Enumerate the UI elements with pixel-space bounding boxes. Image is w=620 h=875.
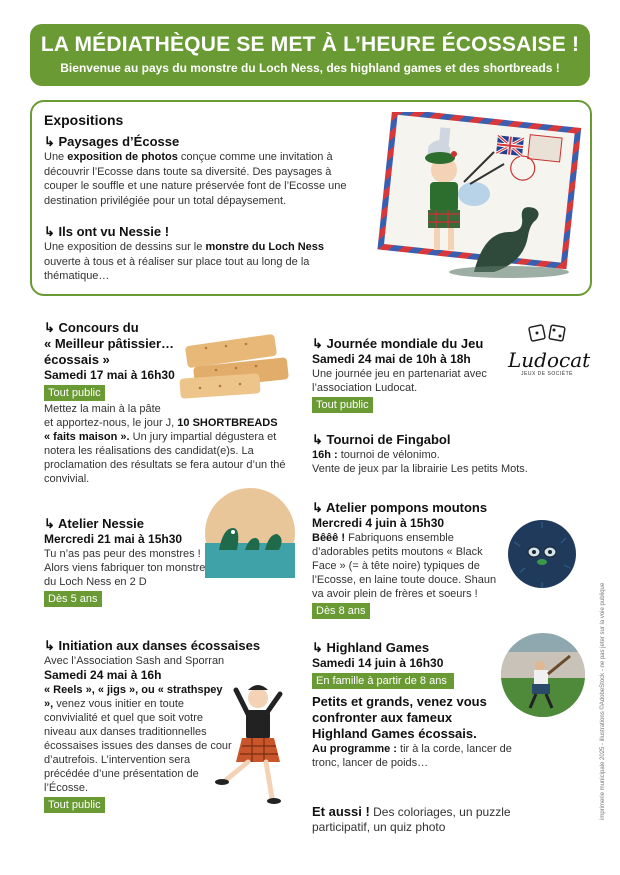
event-danses-text: « Reels », « jigs », ou « strathspey », venez vous initier en toute convivialité et quel que soit votre niveau aux danses traditionnelles écossaises issues des danses de cour d’autrefois. L’intervention sera précédée d’une présentation de l’Écosse. bbox=[44, 684, 232, 794]
event-highland-bold-text: Petits et grands, venez vous confronter aux fameux Highland Games écossais. bbox=[312, 694, 487, 741]
event-highland bbox=[312, 640, 512, 770]
page-subtitle: Bienvenue au pays du monstre du Loch Ness, des highland games et des shortbreads ! bbox=[60, 61, 560, 75]
event-concours-text: Mettez la main à la pâte et apportez-nous, le jour J, 10 SHORTBREADS « faits maison ». Un jury impartial dégustera et notera les réalisations des candidat(e)s. La proclamation des résultats se fera autour d’un thé convivial. bbox=[44, 403, 286, 485]
event-danses-title: ↳ Initiation aux danses écossaises bbox=[44, 638, 261, 653]
arrow-icon: ↳ bbox=[44, 224, 59, 239]
event-danses-org: Avec l’Association Sash and Sporran bbox=[44, 655, 225, 667]
event-fingabol bbox=[312, 432, 552, 476]
expo-nessie-text: Une exposition de dessins sur le monstre du Loch Ness ouverte à tous et à réaliser sur place tout au long de la thématique… bbox=[44, 241, 325, 282]
nessie-craft-image bbox=[205, 488, 295, 578]
event-pompons bbox=[312, 500, 508, 620]
arrow-icon: ↳ bbox=[312, 336, 327, 351]
postcard-illustration bbox=[374, 112, 590, 282]
expositions-box bbox=[30, 100, 592, 296]
event-fingabol-text: 16h : tournoi de vélonimo. Vente de jeux par la librairie Les petits Mots. bbox=[312, 449, 528, 475]
event-jeu-text: Une journée jeu en partenariat avec l’association Ludocat. bbox=[312, 368, 487, 394]
event-jeu-title: ↳ Journée mondiale du Jeu bbox=[312, 336, 484, 351]
expo-paysages-text: Une exposition de photos conçue comme une invitation à découvrir l’Ecosse dans toute sa diversité. Des paysages à couper le souffle et une nature préservée font de l’Ecosse une destination privilégiée pour un total dépaysement. bbox=[44, 151, 347, 207]
audience-badge: Tout public bbox=[312, 397, 373, 413]
event-aussi bbox=[312, 804, 542, 835]
arrow-icon: ↳ bbox=[312, 432, 327, 447]
event-concours-title-line3: écossais » bbox=[44, 352, 110, 367]
ludocat-logo-sub: JEUX DE SOCIÉTÉ bbox=[521, 371, 573, 377]
dice-icon bbox=[508, 322, 586, 344]
event-aussi-text: Et aussi ! Des coloriages, un puzzle participatif, un quiz photo bbox=[312, 804, 511, 834]
event-highland-title: ↳ Highland Games bbox=[312, 640, 430, 655]
audience-badge: Dès 5 ans bbox=[44, 591, 102, 607]
arrow-icon: ↳ bbox=[44, 516, 59, 531]
event-nessie-title: ↳ Atelier Nessie bbox=[44, 516, 145, 531]
highland-games-photo bbox=[500, 632, 586, 718]
event-jeu bbox=[312, 336, 512, 414]
audience-badge: Tout public bbox=[44, 385, 105, 401]
arrow-icon: ↳ bbox=[312, 500, 327, 515]
pompon-sheep-image bbox=[500, 512, 584, 596]
arrow-icon: ↳ bbox=[312, 640, 327, 655]
event-concours-date: Samedi 17 mai à 16h30 bbox=[44, 368, 175, 382]
expo-nessie-title: ↳ Ils ont vu Nessie ! bbox=[44, 224, 170, 239]
expo-nessie bbox=[44, 224, 354, 284]
arrow-icon: ↳ bbox=[44, 134, 59, 149]
event-pompons-text: Bêêê ! Fabriquons ensemble d’adorables petits moutons « Black Face » (= à tête noire) typiques de l’Ecosse, en laine toute douce. Shaun va avoir plein de frères et soeurs ! bbox=[312, 532, 497, 600]
page-title: LA MÉDIATHÈQUE SE MET À L’HEURE ÉCOSSAISE ! bbox=[40, 33, 580, 56]
ludocat-logo-text: Ludocat bbox=[508, 348, 591, 372]
event-pompons-date: Mercredi 4 juin à 15h30 bbox=[312, 516, 445, 530]
dancer-illustration bbox=[206, 680, 298, 810]
ludocat-logo bbox=[508, 322, 591, 382]
event-concours-title-line2: « Meilleur pâtissier… bbox=[44, 336, 175, 351]
arrow-icon: ↳ bbox=[44, 638, 59, 653]
event-concours-title: ↳ Concours du bbox=[44, 320, 139, 335]
event-fingabol-title: ↳ Tournoi de Fingabol bbox=[312, 432, 451, 447]
expo-paysages bbox=[44, 134, 352, 208]
event-nessie bbox=[44, 516, 214, 608]
event-danses-date: Samedi 24 mai à 16h bbox=[44, 668, 162, 682]
event-nessie-date: Mercredi 21 mai à 15h30 bbox=[44, 532, 183, 546]
header-banner bbox=[30, 24, 590, 86]
arrow-icon: ↳ bbox=[44, 320, 59, 335]
shortbread-image bbox=[176, 330, 294, 402]
expositions-heading: Expositions bbox=[44, 112, 124, 128]
expo-paysages-title: ↳ Paysages d’Écosse bbox=[44, 134, 180, 149]
audience-badge: Dès 8 ans bbox=[312, 603, 370, 619]
event-pompons-title: ↳ Atelier pompons moutons bbox=[312, 500, 488, 515]
audience-badge: En famille à partir de 8 ans bbox=[312, 673, 454, 689]
event-nessie-text: Tu n’as pas peur des monstres ! Alors viens fabriquer ton monstre du Loch Ness en 2 D bbox=[44, 548, 206, 588]
event-highland-program: Au programme : tir à la corde, lancer de tronc, lancer de poids… bbox=[312, 743, 512, 769]
audience-badge: Tout public bbox=[44, 797, 105, 813]
event-highland-date: Samedi 14 juin à 16h30 bbox=[312, 656, 444, 670]
print-credits: imprimerie municipale 2025 - illustrations ©AdobeStock - ne pas jeter sur la voie publique bbox=[600, 582, 606, 820]
event-jeu-date: Samedi 24 mai de 10h à 18h bbox=[312, 352, 471, 366]
